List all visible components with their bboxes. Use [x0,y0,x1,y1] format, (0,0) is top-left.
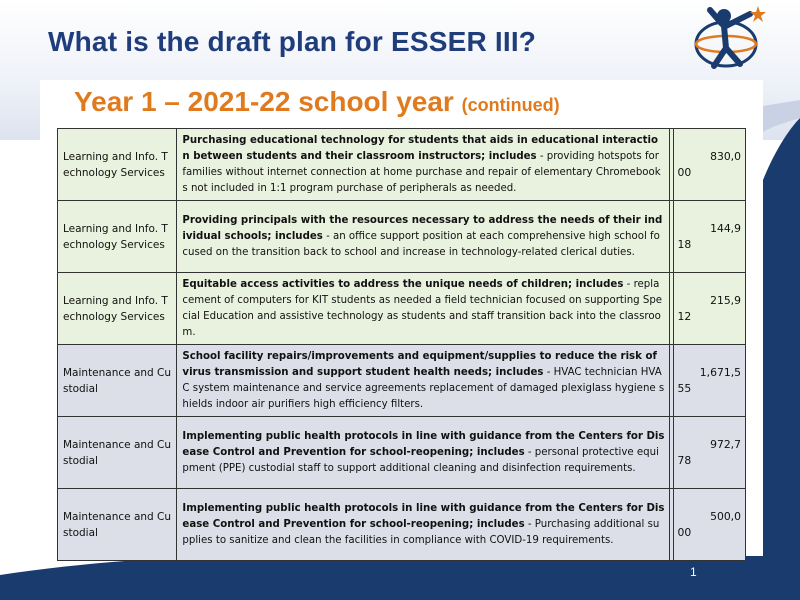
table-row [58,273,746,345]
amount-bottom: 00 [677,525,692,539]
slide-subtitle [74,86,560,118]
amount-top: 500,0 [710,509,741,523]
table-row [58,201,746,273]
description-detail: - an office support position at each comprehensive high school focused on the transition back to school and increase in technology-related clerical duties. [182,230,660,258]
amount-top: 215,9 [710,293,741,307]
category-cell: Learning and Info. Technology Services [58,273,177,345]
category-cell: Learning and Info. Technology Services [58,201,177,273]
amount-top: 1,671,5 [699,365,741,379]
table-row [58,129,746,201]
logo-icon [688,2,768,72]
slide-title: What is the draft plan for ESSER III? [48,26,537,57]
amount-bottom: 00 [677,165,692,179]
amount-bottom: 78 [677,453,692,467]
category-cell: Maintenance and Custodial [58,417,177,489]
description-cell [177,489,670,561]
amount-top: 830,0 [710,149,741,163]
description-cell [177,273,670,345]
amount-cell [673,273,746,345]
description-cell [177,345,670,417]
description-cell [177,201,670,273]
amount-bottom: 12 [677,309,692,323]
description-detail: - Purchasing additional supplies to sanitize and clean the facilities in compliance with COVID-19 requirements. [182,518,660,546]
amount-bottom: 55 [677,381,692,395]
description-bold: Equitable access activities to address the unique needs of children; includes [182,278,624,290]
description-bold: Implementing public health protocols in line with guidance from the Centers for Disease Control and Prevention for school-reopening; includes [182,430,665,458]
table-row [58,417,746,489]
description-detail: - replacement of computers for KIT students as needed a field technician focused on supporting Special Education and assistive technology as students and staff transition back into the classroom. [182,278,663,338]
amount-cell [673,489,746,561]
description-detail: - providing hotspots for families without internet connection at home purchase and repair of elementary Chromebooks not included in 1:1 program purchase of peripherals as needed. [182,150,661,194]
amount-cell [673,417,746,489]
amount-top: 972,7 [710,437,741,451]
category-cell: Learning and Info. Technology Services [58,129,177,201]
description-bold: Implementing public health protocols in line with guidance from the Centers for Disease Control and Prevention for school-reopening; includes [182,502,665,530]
subtitle-main: Year 1 – 2021-22 school year [74,86,454,117]
budget-table [57,128,746,561]
category-cell: Maintenance and Custodial [58,489,177,561]
description-bold: School facility repairs/improvements and equipment/supplies to reduce the risk of virus transmission and support student health needs; includes [182,350,657,378]
amount-cell [673,201,746,273]
description-cell [177,417,670,489]
description-detail: - personal protective equipment (PPE) custodial staff to support additional cleaning and disinfection requirements. [182,446,659,474]
description-bold: Providing principals with the resources necessary to address the needs of their individual schools; includes [182,214,663,242]
table-row [58,489,746,561]
amount-cell [673,129,746,201]
category-cell: Maintenance and Custodial [58,345,177,417]
description-bold: Purchasing educational technology for students that aids in educational interaction between students and their classroom instructors; includes [182,134,658,162]
description-cell [177,129,670,201]
subtitle-continued: (continued) [461,95,560,115]
amount-bottom: 18 [677,237,692,251]
amount-cell [673,345,746,417]
amount-top: 144,9 [710,221,741,235]
table-row [58,345,746,417]
page-number: 1 [690,565,697,579]
description-detail: - HVAC technician HVAC system maintenance and service agreements replacement of damaged plexiglass hygiene shields indoor air purifiers high efficiency filters. [182,366,665,410]
